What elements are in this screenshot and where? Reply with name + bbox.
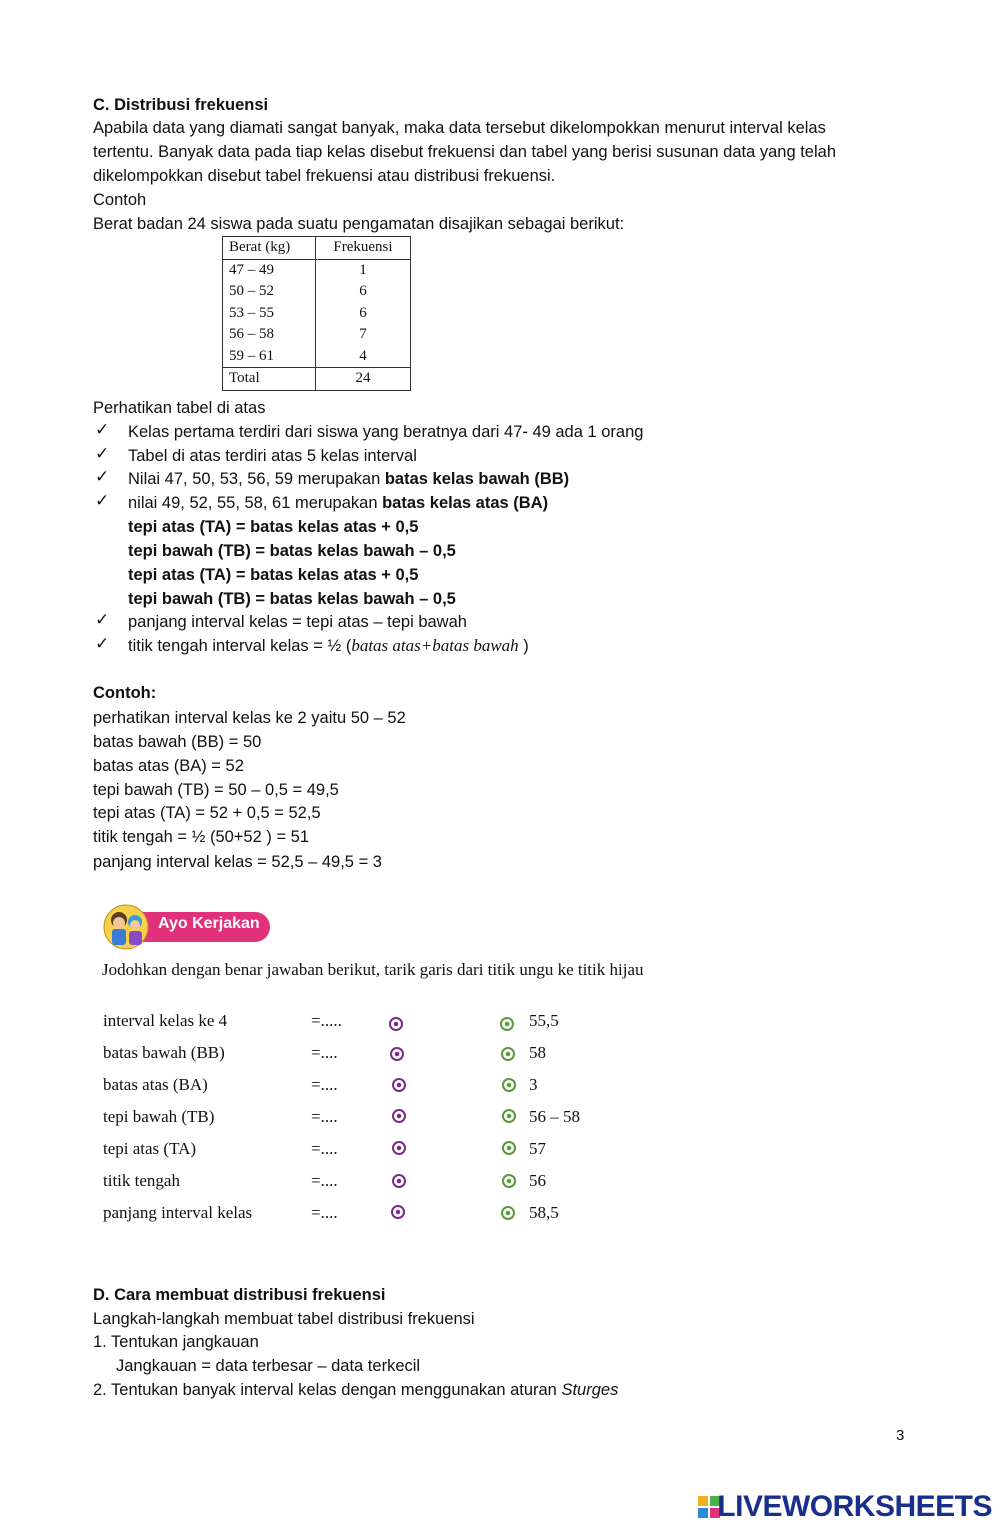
answer-label: 58: [529, 1043, 546, 1062]
green-dot-icon[interactable]: [501, 1206, 515, 1220]
note-item: [128, 469, 569, 489]
cell-total-label: Total: [223, 368, 316, 391]
step-1: 1. Tentukan jangkauan: [93, 1333, 259, 1351]
green-dot-icon[interactable]: [500, 1017, 514, 1031]
green-dot-icon[interactable]: [502, 1174, 516, 1188]
answer-label: 56: [529, 1171, 546, 1190]
check-icon: ✓: [95, 467, 110, 486]
contoh-label: Contoh: [93, 191, 147, 209]
green-dot-icon[interactable]: [502, 1109, 516, 1123]
question-blank: =....: [311, 1171, 338, 1190]
step-2: [93, 1380, 618, 1400]
check-icon: ✓: [95, 491, 110, 510]
cell-interval: 47 – 49: [223, 259, 316, 281]
cell-frequency: 4: [316, 346, 411, 368]
page-number: 3: [896, 1427, 905, 1444]
answer-label: 58,5: [529, 1203, 559, 1222]
question-blank: =....: [311, 1203, 338, 1222]
purple-dot-icon[interactable]: [392, 1174, 406, 1188]
step-1-detail: Jangkauan = data terbesar – data terkecil: [116, 1357, 421, 1375]
section-c-heading: C. Distribusi frekuensi: [93, 96, 269, 114]
answer-label: 57: [529, 1139, 546, 1158]
question-label: tepi atas (TA): [103, 1139, 197, 1158]
purple-dot-icon[interactable]: [392, 1141, 406, 1155]
example-line: perhatikan interval kelas ke 2 yaitu 50 – 52: [93, 709, 406, 727]
green-dot-icon[interactable]: [502, 1078, 516, 1092]
frequency-table: [222, 236, 411, 391]
question-label: batas bawah (BB): [103, 1043, 225, 1062]
cell-total-value: 24: [316, 368, 411, 391]
cell-frequency: 7: [316, 324, 411, 346]
table-intro: Berat badan 24 siswa pada suatu pengamatan disajikan sebagai berikut:: [93, 215, 625, 233]
ayo-kerjakan-badge: [100, 900, 272, 950]
answer-label: 3: [529, 1075, 538, 1094]
example-line: titik tengah = ½ (50+52 ) = 51: [93, 828, 310, 846]
table-row: [223, 346, 411, 368]
header-frekuensi: Frekuensi: [316, 237, 411, 260]
table-total-row: [223, 368, 411, 391]
liveworksheets-logo-text[interactable]: LIVEWORKSHEETS: [717, 1490, 992, 1523]
note-item: [128, 493, 548, 513]
example-line: panjang interval kelas = 52,5 – 49,5 = 3: [93, 853, 382, 871]
answer-label: 56 – 58: [529, 1107, 580, 1126]
para-line: Apabila data yang diamati sangat banyak, maka data tersebut dikelompokkan menurut interval kelas: [93, 119, 826, 137]
question-label: panjang interval kelas: [103, 1203, 253, 1222]
formula-line: tepi bawah (TB) = batas kelas bawah – 0,5: [128, 590, 456, 608]
note-item: panjang interval kelas = tepi atas – tepi bawah: [128, 613, 467, 631]
question-blank: =....: [311, 1043, 338, 1062]
purple-dot-icon[interactable]: [390, 1047, 404, 1061]
note-text: ): [518, 637, 529, 655]
cell-frequency: 6: [316, 281, 411, 303]
example-line: tepi atas (TA) = 52 + 0,5 = 52,5: [93, 804, 321, 822]
para-line: dikelompokkan disebut tabel frekuensi atau distribusi frekuensi.: [93, 167, 556, 185]
question-label: batas atas (BA): [103, 1075, 208, 1094]
example-line: batas atas (BA) = 52: [93, 757, 244, 775]
purple-dot-icon[interactable]: [392, 1109, 406, 1123]
table-row: [223, 324, 411, 346]
header-berat: Berat (kg): [223, 237, 316, 260]
answer-label: 55,5: [529, 1011, 559, 1030]
section-d-heading: D. Cara membuat distribusi frekuensi: [93, 1286, 386, 1304]
section-d-intro: Langkah-langkah membuat tabel distribusi frekuensi: [93, 1310, 475, 1328]
cell-frequency: 6: [316, 303, 411, 325]
cell-interval: 56 – 58: [223, 324, 316, 346]
cell-frequency: 1: [316, 259, 411, 281]
check-icon: ✓: [95, 634, 110, 653]
table-row: [223, 281, 411, 303]
cell-interval: 50 – 52: [223, 281, 316, 303]
note-item: Tabel di atas terdiri atas 5 kelas interval: [128, 447, 417, 465]
formula-line: tepi atas (TA) = batas kelas atas + 0,5: [128, 566, 419, 584]
note-item: [128, 636, 529, 656]
formula-line: tepi bawah (TB) = batas kelas bawah – 0,5: [128, 542, 456, 560]
badge-label: Ayo Kerjakan: [158, 915, 260, 932]
question-label: titik tengah: [103, 1171, 180, 1190]
example-line: tepi bawah (TB) = 50 – 0,5 = 49,5: [93, 781, 339, 799]
purple-dot-icon[interactable]: [389, 1017, 403, 1031]
question-label: tepi bawah (TB): [103, 1107, 215, 1126]
step-2-text: 2. Tentukan banyak interval kelas dengan menggunakan aturan: [93, 1381, 562, 1399]
cell-interval: 59 – 61: [223, 346, 316, 368]
note-item: Kelas pertama terdiri dari siswa yang beratnya dari 47- 49 ada 1 orang: [128, 423, 644, 441]
table-row: [223, 259, 411, 281]
example-heading: Contoh:: [93, 684, 157, 702]
check-icon: ✓: [95, 444, 110, 463]
table-row: [223, 303, 411, 325]
check-icon: ✓: [95, 420, 110, 439]
question-blank: =.....: [311, 1011, 342, 1030]
purple-dot-icon[interactable]: [392, 1078, 406, 1092]
check-icon: ✓: [95, 610, 110, 629]
note-bold: batas kelas atas (BA): [382, 494, 549, 512]
note-text: titik tengah interval kelas = ½ (: [128, 637, 352, 655]
green-dot-icon[interactable]: [502, 1141, 516, 1155]
cell-interval: 53 – 55: [223, 303, 316, 325]
note-text: Nilai 47, 50, 53, 56, 59 merupakan: [128, 470, 385, 488]
section-c-paragraph: [93, 116, 913, 188]
question-label: interval kelas ke 4: [103, 1011, 228, 1030]
question-blank: =....: [311, 1139, 338, 1158]
notes-intro: Perhatikan tabel di atas: [93, 399, 266, 417]
question-blank: =....: [311, 1107, 338, 1126]
note-bold: batas kelas bawah (BB): [384, 470, 570, 488]
purple-dot-icon[interactable]: [391, 1205, 405, 1219]
note-italic: batas atas+batas bawah: [351, 636, 519, 655]
step-2-italic: Sturges: [561, 1381, 619, 1399]
formula-line: tepi atas (TA) = batas kelas atas + 0,5: [128, 518, 419, 536]
exercise-instruction: Jodohkan dengan benar jawaban berikut, tarik garis dari titik ungu ke titik hijau: [102, 960, 644, 979]
green-dot-icon[interactable]: [501, 1047, 515, 1061]
table-header-row: [223, 237, 411, 260]
para-line: tertentu. Banyak data pada tiap kelas disebut frekuensi dan tabel yang berisi susunan data yang telah: [93, 143, 837, 161]
note-text: nilai 49, 52, 55, 58, 61 merupakan: [128, 494, 383, 512]
example-line: batas bawah (BB) = 50: [93, 733, 262, 751]
question-blank: =....: [311, 1075, 338, 1094]
